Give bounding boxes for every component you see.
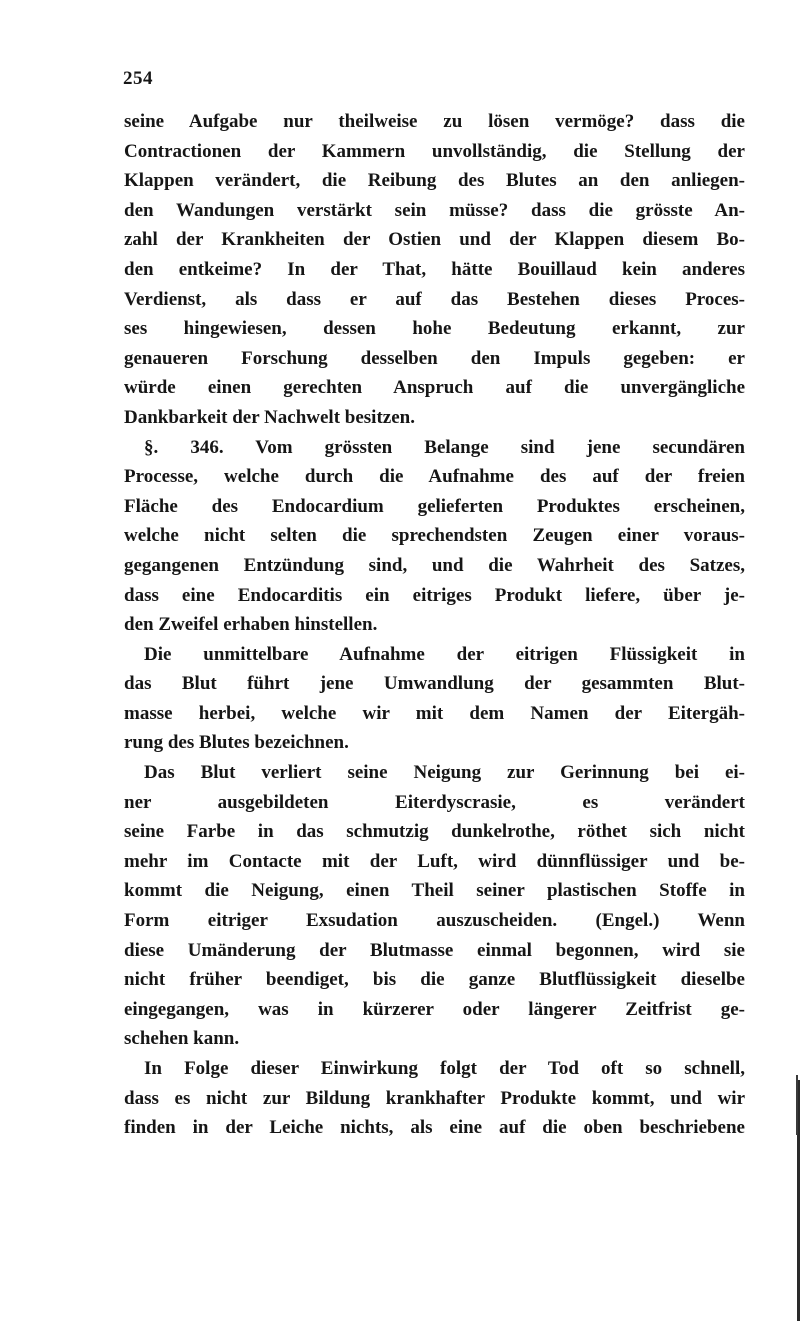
section-heading-line: §. 346. Vom grössten Belange sind jene secundären (144, 436, 745, 458)
page-number: 254 (123, 68, 153, 89)
text-line: Contractionen der Kammern unvollständig, die Stellung der (124, 140, 745, 162)
text-line: den Zweifel erhaben hinstellen. (124, 614, 378, 636)
text-line: Die unmittelbare Aufnahme der eitrigen Flüssigkeit in (144, 643, 745, 665)
text-line: Verdienst, als dass er auf das Bestehen dieses Proces- (124, 288, 745, 310)
text-line: seine Farbe in das schmutzig dunkelrothe, röthet sich nicht (124, 821, 745, 843)
text-line: Form eitriger Exsudation auszuscheiden. (Engel.) Wenn (124, 910, 745, 932)
page-edge-shadow (796, 1075, 798, 1135)
text-line: masse herbei, welche wir mit dem Namen der Eitergäh- (124, 702, 745, 724)
text-line: rung des Blutes bezeichnen. (124, 732, 349, 754)
text-line: schehen kann. (124, 1028, 240, 1050)
text-line: eingegangen, was in kürzerer oder längerer Zeitfrist ge- (124, 998, 745, 1020)
text-line: seine Aufgabe nur theilweise zu lösen vermöge? dass die (124, 111, 745, 132)
text-line: genaueren Forschung desselben den Impuls gegeben: er (124, 347, 745, 369)
text-line: würde einen gerechten Anspruch auf die unvergängliche (124, 377, 745, 399)
text-line: ner ausgebildeten Eiterdyscrasie, es verändert (124, 791, 745, 813)
text-line: zahl der Krankheiten der Ostien und der Klappen diesem Bo- (124, 229, 745, 251)
text-line: dass eine Endocarditis ein eitriges Produkt liefere, über je- (124, 584, 745, 606)
text-line: Dankbarkeit der Nachwelt besitzen. (124, 406, 415, 428)
text-line: mehr im Contacte mit der Luft, wird dünnflüssiger und be- (124, 850, 745, 872)
text-line: den entkeime? In der That, hätte Bouillaud kein anderes (124, 258, 745, 280)
text-line: In Folge dieser Einwirkung folgt der Tod oft so schnell, (144, 1058, 745, 1079)
text-line: Klappen verändert, die Reibung des Blutes an den anliegen- (124, 170, 745, 192)
text-line: den Wandungen verstärkt sein müsse? dass die grösste An- (124, 199, 745, 221)
text-line: dass es nicht zur Bildung krankhafter Produkte kommt, und wir (124, 1087, 745, 1109)
text-line: Processe, welche durch die Aufnahme des auf der freien (124, 466, 745, 488)
text-line: welche nicht selten die sprechendsten Zeugen einer voraus- (124, 525, 745, 547)
text-line: diese Umänderung der Blutmasse einmal begonnen, wird sie (124, 939, 745, 961)
text-line: gegangenen Entzündung sind, und die Wahrheit des Satzes, (124, 554, 745, 576)
text-line: Fläche des Endocardium gelieferten Produktes erscheinen, (124, 495, 745, 517)
text-line: kommt die Neigung, einen Theil seiner plastischen Stoffe in (124, 880, 745, 902)
text-line: Das Blut verliert seine Neigung zur Gerinnung bei ei- (144, 762, 745, 784)
body-text (124, 107, 745, 1143)
text-line: das Blut führt jene Umwandlung der gesammten Blut- (124, 673, 745, 695)
text-line: nicht früher beendiget, bis die ganze Blutflüssigkeit dieselbe (124, 969, 745, 991)
text-line: ses hingewiesen, dessen hohe Bedeutung erkannt, zur (124, 318, 745, 340)
text-line: finden in der Leiche nichts, als eine auf die oben beschriebene (124, 1117, 745, 1139)
